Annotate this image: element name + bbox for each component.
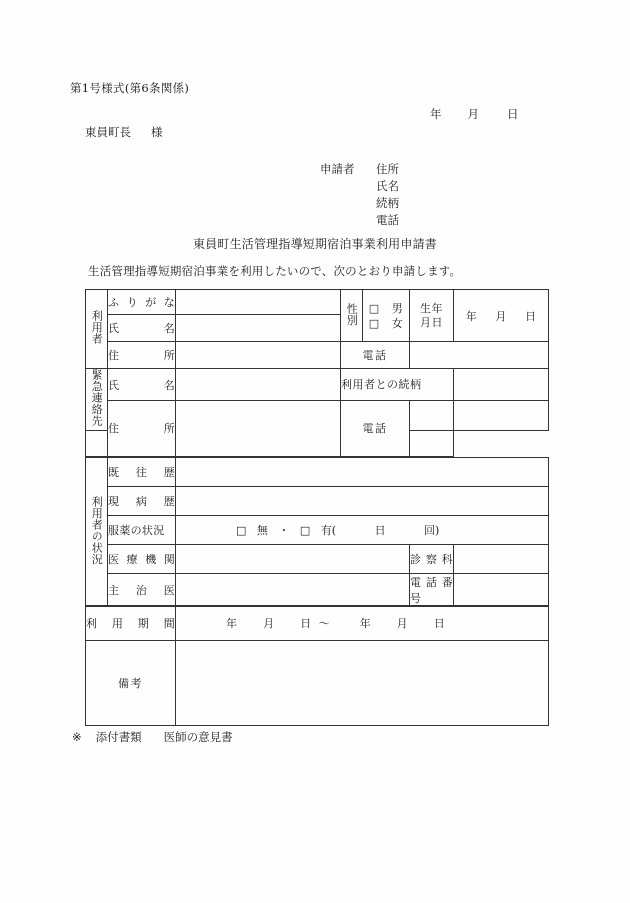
sex-options[interactable]	[363, 290, 410, 342]
emergency-name-label: 氏名	[108, 369, 176, 401]
date-year-label: 年	[430, 107, 442, 121]
addressee-name: 東員町長	[85, 125, 131, 139]
medication-unit-day: 日	[374, 524, 386, 537]
dept-label: 診察科	[410, 545, 454, 574]
history-label: 既往歴	[108, 458, 176, 487]
emergency-phone-value-1[interactable]	[454, 401, 549, 431]
footnote-mark: ※	[72, 730, 82, 744]
document-title: 東員町生活管理指導短期宿泊事業利用申請書	[192, 237, 437, 251]
checkbox-medication-yes[interactable]: □	[299, 524, 311, 537]
period-label: 利用期間	[86, 606, 176, 641]
medication-label: 服薬の状況	[108, 516, 176, 545]
history-input[interactable]	[176, 458, 549, 487]
period-to-day: 日	[433, 617, 445, 630]
side-label-user: 利用者	[86, 290, 108, 369]
period-input[interactable]	[176, 606, 549, 641]
furigana-label: ふりがな	[108, 290, 176, 315]
emergency-phone-input-1[interactable]	[410, 401, 454, 431]
sex-option-female: 女	[391, 316, 404, 330]
emergency-phone-input-2[interactable]	[86, 430, 108, 456]
doctor-input[interactable]	[176, 574, 410, 607]
sex-option-male: 男	[391, 301, 404, 315]
medication-unit-times: 回)	[424, 524, 440, 537]
checkbox-female[interactable]: □	[368, 316, 380, 330]
applicant-field-phone: 電話	[376, 213, 399, 227]
addressee-honorific: 様	[151, 125, 163, 139]
emergency-address-label: 住所	[108, 401, 176, 457]
medication-none-label: 無	[256, 524, 268, 537]
emergency-name-input[interactable]	[176, 369, 341, 401]
emergency-relation-input[interactable]	[454, 369, 549, 401]
applicant-field-name: 氏名	[376, 179, 399, 193]
address-input[interactable]	[176, 342, 341, 369]
dob-year-label: 年	[465, 309, 477, 323]
sex-label: 性別	[341, 290, 363, 342]
table-row	[86, 401, 549, 431]
emergency-phone-value-2[interactable]	[410, 430, 454, 456]
table-row	[86, 458, 549, 487]
doctor-label: 主治医	[108, 574, 176, 607]
current-illness-input[interactable]	[176, 487, 549, 516]
table-row	[86, 641, 549, 726]
side-label-condition: 利用者の状況	[86, 458, 108, 607]
dept-input[interactable]	[454, 545, 549, 574]
date-line	[430, 106, 519, 122]
table-row	[86, 487, 549, 516]
addressee	[85, 124, 163, 140]
dob-month-label: 月	[495, 309, 507, 323]
user-condition-table	[85, 457, 549, 607]
medication-options[interactable]	[176, 516, 549, 545]
period-from-year: 年	[226, 617, 238, 630]
footnote-label: 添付書類	[95, 730, 142, 744]
remarks-label: 備考	[86, 641, 176, 726]
footnote	[72, 729, 233, 745]
current-illness-label: 現病歴	[108, 487, 176, 516]
table-row	[86, 545, 549, 574]
period-to-month: 月	[396, 617, 408, 630]
remarks-input[interactable]	[176, 641, 549, 726]
applicant-label: 申請者	[320, 162, 355, 176]
table-row	[86, 290, 549, 315]
period-to-year: 年	[359, 617, 371, 630]
date-month-label: 月	[467, 107, 479, 121]
table-row	[86, 342, 549, 369]
form-number: 第1号様式(第6条関係)	[70, 81, 190, 95]
intro-sentence: 生活管理指導短期宿泊事業を利用したいので、次のとおり申請します。	[88, 264, 462, 278]
period-from-day: 日	[300, 617, 312, 630]
date-day-label: 日	[507, 107, 519, 121]
medication-separator: ・	[278, 524, 290, 537]
table-row	[86, 606, 549, 641]
emergency-address-input[interactable]	[176, 401, 341, 457]
dob-label: 生年 月日	[410, 290, 454, 342]
address-label: 住所	[108, 342, 176, 369]
doctor-phone-input[interactable]	[454, 574, 549, 607]
phone-input[interactable]	[410, 342, 549, 369]
period-remarks-table	[85, 605, 549, 726]
doctor-phone-label: 電話番号	[410, 574, 454, 607]
name-label: 氏名	[108, 315, 176, 342]
dob-day-label: 日	[525, 309, 537, 323]
period-from-month: 月	[263, 617, 275, 630]
medication-yes-label: 有(	[320, 524, 337, 537]
table-row	[86, 516, 549, 545]
institution-label: 医療機関	[108, 545, 176, 574]
applicant-field-address: 住所	[376, 162, 399, 176]
emergency-relation-label: 利用者との続柄	[341, 369, 454, 401]
applicant-block	[320, 161, 399, 229]
emergency-phone-label: 電話	[341, 401, 410, 457]
footnote-value: 医師の意見書	[163, 730, 233, 744]
side-label-emergency: 緊急連絡先	[86, 369, 108, 431]
dob-input[interactable]	[454, 290, 549, 342]
checkbox-male[interactable]: □	[368, 301, 380, 315]
applicant-field-relation: 続柄	[376, 196, 399, 210]
user-info-table	[85, 289, 549, 457]
table-row	[86, 369, 549, 401]
institution-input[interactable]	[176, 545, 410, 574]
phone-label: 電話	[341, 342, 410, 369]
table-row	[86, 574, 549, 607]
checkbox-medication-none[interactable]: □	[236, 524, 247, 537]
furigana-input[interactable]	[176, 290, 341, 315]
period-tilde: ～	[318, 617, 330, 630]
name-input[interactable]	[176, 315, 341, 342]
